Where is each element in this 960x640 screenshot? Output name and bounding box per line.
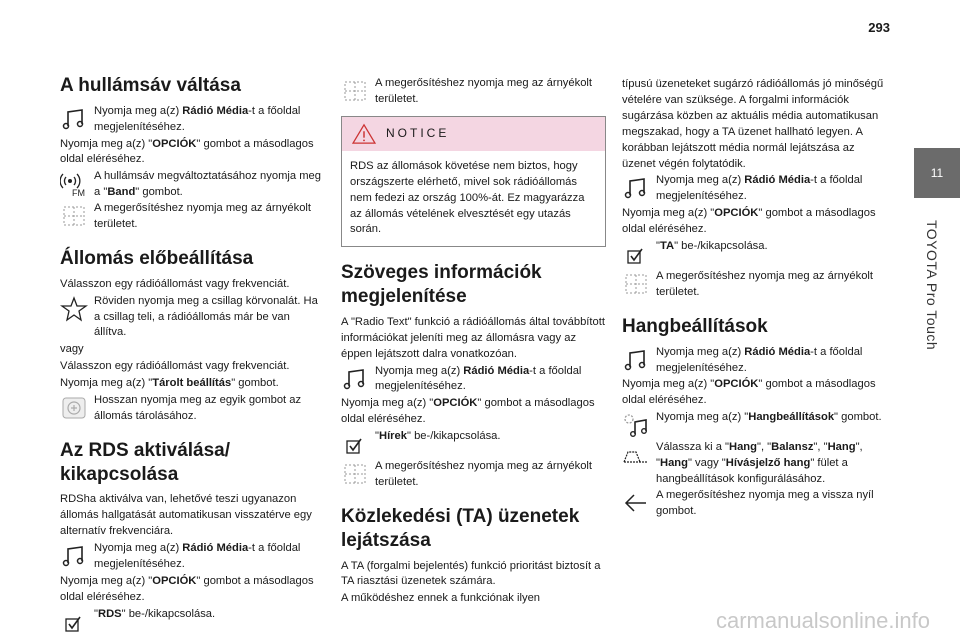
checkbox-icon bbox=[341, 429, 375, 459]
section-band-change bbox=[60, 74, 325, 233]
section-title: Az RDS aktiválása/ kikapcsolása bbox=[60, 439, 231, 485]
shaded-area-icon bbox=[341, 459, 375, 489]
tab-icon bbox=[622, 440, 656, 470]
instruction-row: Nyomja meg a(z) Rádió Média-t a főoldal megjelenítéséhez. bbox=[622, 173, 887, 205]
back-arrow-icon bbox=[622, 488, 656, 518]
instruction-row: Nyomja meg a(z) Rádió Média-t a főoldal megjelenítéséhez. bbox=[341, 364, 606, 396]
instruction-row: "Hírek" be-/kikapcsolása. bbox=[341, 429, 606, 459]
radio-fm-icon bbox=[60, 169, 94, 199]
section-title: Közlekedési (TA) üzenetek lejátszása bbox=[341, 506, 580, 551]
notice-header bbox=[342, 117, 605, 151]
shaded-area-icon bbox=[341, 76, 375, 106]
section-rds: Az RDS aktiválása/ kikapcsolása RDSha aktiválva van, lehetővé teszi ugyanazon állomás hallgatását automatikusan visszatérve egy alternatív frekvenciára. Nyomja meg a(z) Rádió Média-t a főoldal megjelenítéséhez. Nyomja meg a(z) "OPCIÓK" gombot a másodlagos oldal eléréséhez. "RDS" be-/kikapcsolása. bbox=[60, 439, 325, 637]
section-title: Hangbeállítások bbox=[622, 315, 768, 337]
instruction-row: A megerősítéshez nyomja meg az árnyékolt területet. bbox=[60, 201, 325, 233]
music-note-icon bbox=[60, 541, 94, 571]
section-radio-text: Szöveges információk megjelenítése A "Radio Text" funkció a rádióállomás által továbbított információkat jeleníti meg az állomásra vagy az éppen lejátszott dalra vonatkozóan. Nyomja meg a(z) Rádió Média-t a főoldal megjelenítéséhez. Nyomja meg a(z) "OPCIÓK" gombot a másodlagos oldal eléréséhez. "Hírek" be-/kikapcsolása. A megerősítéshez nyomja meg az árnyékolt területet. bbox=[341, 261, 606, 491]
shaded-area-icon bbox=[622, 269, 656, 299]
section-title: A hullámsáv váltása bbox=[60, 75, 241, 96]
instruction-row: Nyomja meg a(z) Rádió Média-t a főoldal megjelenítéséhez. bbox=[60, 104, 325, 136]
notice-text: RDS az állomások követése nem biztos, hogy országszerte elérhető, mivel sok rádióállomás nem fedezi az ország 100%-át. Ez magyarázza az állomás vételének elvesztését egy utazás során. bbox=[350, 159, 585, 236]
shaded-area-icon bbox=[60, 201, 94, 231]
instruction-row: A megerősítéshez nyomja meg az árnyékolt területet. bbox=[341, 459, 606, 491]
section-title: Szöveges információk megjelenítése bbox=[341, 262, 542, 308]
checkbox-icon bbox=[60, 607, 94, 637]
instruction-row: Hosszan nyomja meg az egyik gombot az állomás tárolásához. bbox=[60, 393, 325, 425]
svg-text:FM: FM bbox=[72, 188, 85, 198]
music-note-icon bbox=[60, 104, 94, 134]
instruction-row: Nyomja meg a(z) Rádió Média-t a főoldal megjelenítéséhez. bbox=[60, 541, 325, 573]
column-3: típusú üzeneteket sugárzó rádióállomás jó minőségű vételére van szüksége. A forgalmi információk sugárzása közben az aktuális média automatikusan megszakad, hogy a TA üzenet hallható legyen. A korábban lejátszott média normál lejátszása az üzenet végén folytatódik. Nyomja meg a(z) Rádió Média-t a főoldal megjelenítéséhez. Nyomja meg a(z) "OPCIÓK" gombot a másodlagos oldal eléréséhez. "TA" be-/kikapcsolása. A megerősítéshez nyomja meg az árnyékolt területet. Hangbeállítások Nyomja meg a(z) Rádió Média-t a főoldal megjelenítéséhez. Nyomja meg a(z) "OPCIÓK" gombot a másodlagos oldal eléréséhez. Nyomja meg a(z) "Hangbeállítások" gombot. Válassza ki a "Hang", "Balansz", "Hang", "Hang" vagy "Hívásjelző hang" fület a hangbeállítások konfigurálásához. A megerősítéshez nyomja meg a vissza nyíl gombot. bbox=[622, 76, 887, 534]
chapter-title: TOYOTA Pro Touch bbox=[924, 220, 940, 351]
page-number: 293 bbox=[868, 20, 890, 35]
notice-label: NOTICE bbox=[386, 126, 450, 141]
instruction-row: A megerősítéshez nyomja meg a vissza nyíl gombot. bbox=[622, 488, 887, 520]
add-preset-icon bbox=[60, 393, 94, 423]
instruction-row: Válassza ki a "Hang", "Balansz", "Hang", "Hang" vagy "Hívásjelző hang" fület a hangbeállítások konfigurálásához. bbox=[622, 440, 887, 488]
notice-box bbox=[341, 116, 606, 248]
instruction-row: A megerősítéshez nyomja meg az árnyékolt területet. bbox=[341, 76, 606, 108]
watermark: carmanualsonline.info bbox=[715, 608, 930, 633]
instruction-row: Nyomja meg a(z) "Hangbeállítások" gombot. bbox=[622, 410, 887, 440]
section-sound-settings: Hangbeállítások Nyomja meg a(z) Rádió Média-t a főoldal megjelenítéséhez. Nyomja meg a(z) "OPCIÓK" gombot a másodlagos oldal eléréséhez. Nyomja meg a(z) "Hangbeállítások" gombot. Válassza ki a "Hang", "Balansz", "Hang", "Hang" vagy "Hívásjelző hang" fület a hangbeállítások konfigurálásához. A megerősítéshez nyomja meg a vissza nyíl gombot. bbox=[622, 315, 887, 520]
column-1 bbox=[60, 74, 325, 640]
instruction-row: "TA" be-/kikapcsolása. bbox=[622, 239, 887, 269]
music-note-icon bbox=[622, 345, 656, 375]
section-title: Állomás előbeállítása bbox=[60, 248, 254, 269]
instruction-row: Nyomja meg a(z) Rádió Média-t a főoldal megjelenítéséhez. bbox=[622, 345, 887, 377]
chapter-number: 11 bbox=[914, 148, 960, 198]
column-2 bbox=[341, 76, 606, 621]
music-note-icon bbox=[341, 364, 375, 394]
instruction-row: "RDS" be-/kikapcsolása. bbox=[60, 607, 325, 637]
star-icon bbox=[60, 294, 94, 324]
checkbox-icon bbox=[622, 239, 656, 269]
sound-settings-icon bbox=[622, 410, 656, 440]
section-traffic-announcements: Közlekedési (TA) üzenetek lejátszása A TA (forgalmi bejelentés) funkció prioritást biztosít a TA riasztási üzenetek számára. A működéshez ennek a funkciónak ilyen bbox=[341, 505, 606, 607]
instruction-row: A megerősítéshez nyomja meg az árnyékolt területet. bbox=[622, 269, 887, 301]
warning-icon bbox=[352, 123, 376, 145]
instruction-row: FM A hullámsáv megváltoztatásához nyomja meg a "Band" gombot. bbox=[60, 169, 325, 201]
music-note-icon bbox=[622, 173, 656, 203]
instruction-row: Röviden nyomja meg a csillag körvonalát. Ha a csillag teli, a rádióállomás már be van állítva. bbox=[60, 294, 325, 342]
chapter-tab bbox=[914, 120, 960, 640]
section-station-preset: Állomás előbeállítása Válasszon egy rádióállomást vagy frekvenciát. Röviden nyomja meg a csillag körvonalát. Ha a csillag teli, a rádióállomás már be van állítva. vagy Válasszon egy rádióállomást vagy frekvenciát. Nyomja meg a(z) "Tárolt beállítás" gombot. Hosszan nyomja meg az egyik gombot az állomás tárolásához. bbox=[60, 247, 325, 425]
paragraph: Nyomja meg a(z) "OPCIÓK" gombot a másodlagos oldal eléréséhez. bbox=[60, 137, 314, 166]
